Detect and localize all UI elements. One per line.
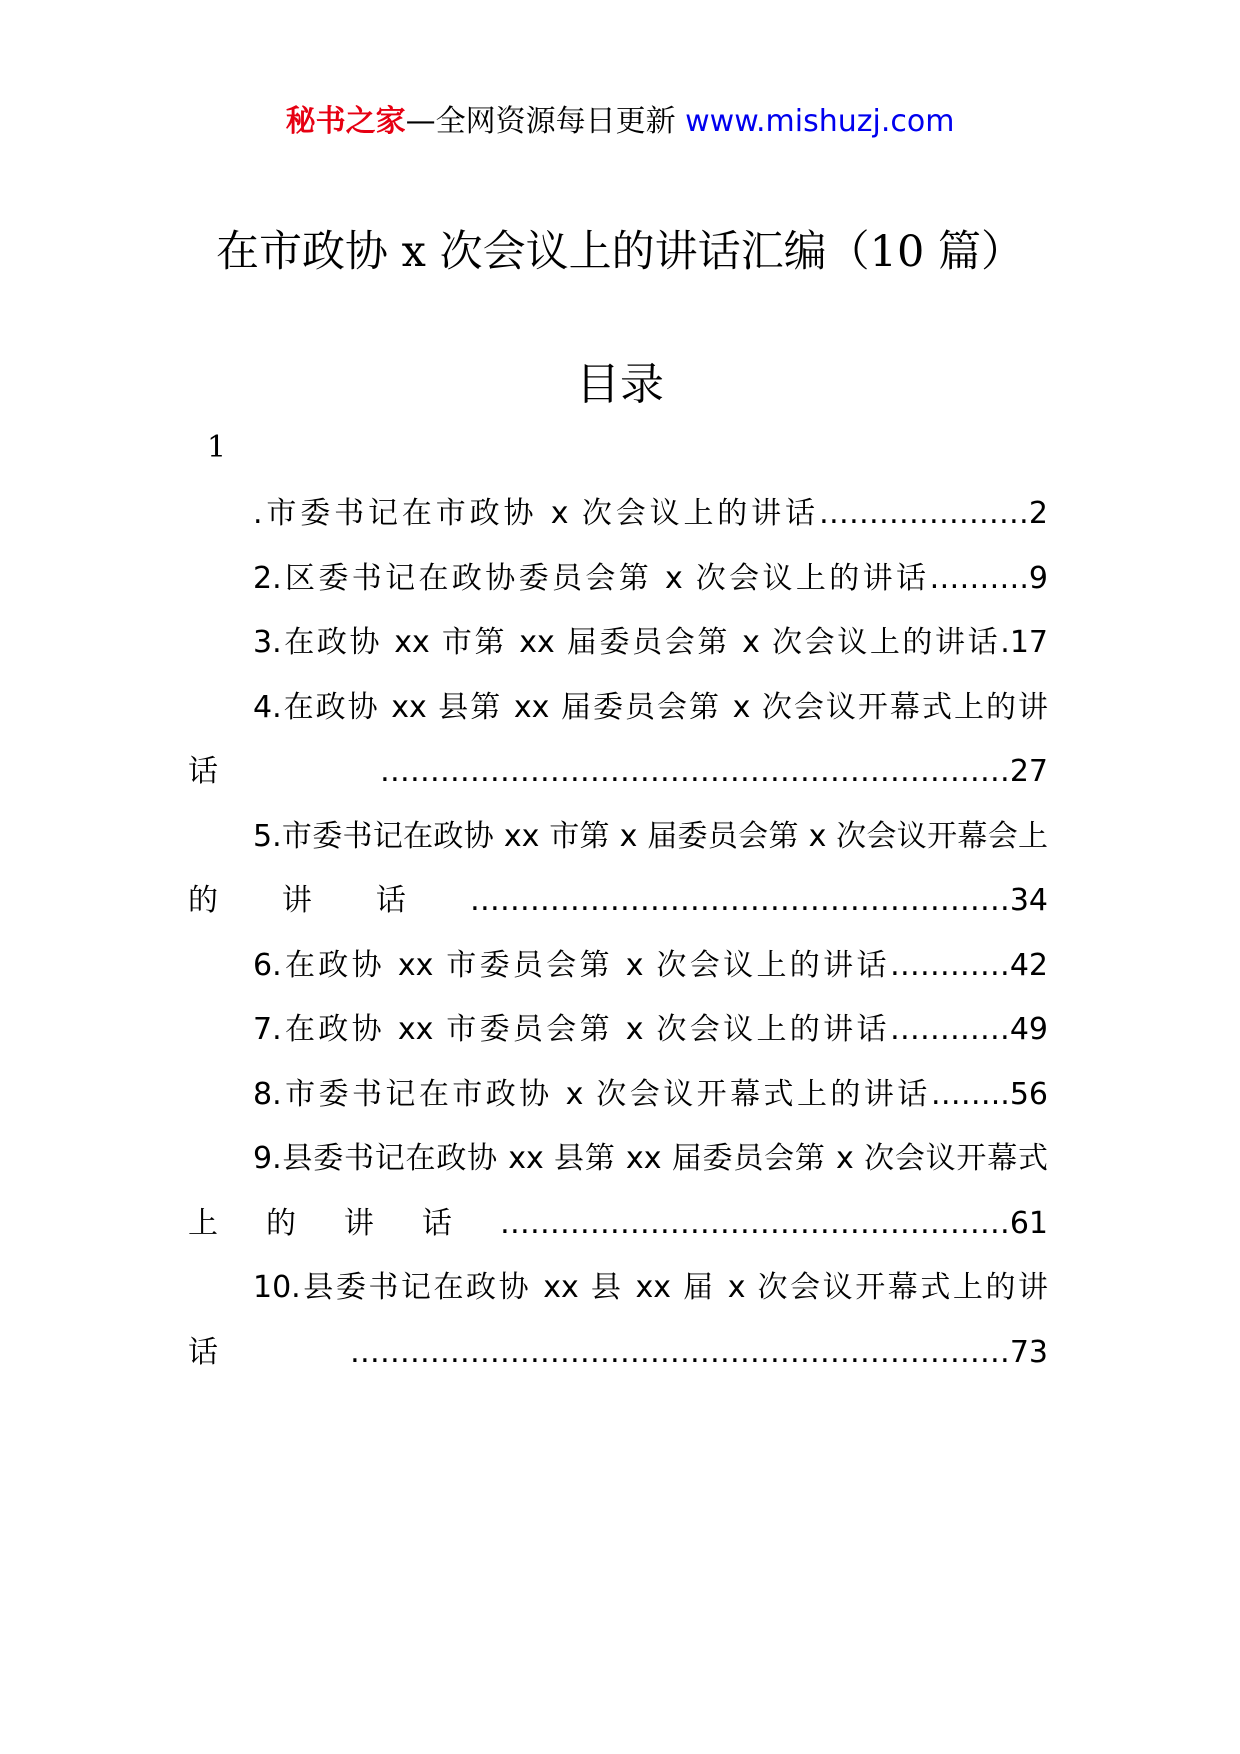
toc-entry-7[interactable] (188, 998, 1048, 1063)
toc-entry-page: 17 (1009, 625, 1048, 660)
toc-heading: 目录 (576, 359, 664, 410)
toc-entry-text: 8.市委书记在市政协 x 次会议开幕式上的讲话 (253, 1076, 931, 1112)
toc-entry-leader: ………… (889, 947, 1010, 983)
toc-entry-text: .市委书记在市政协 x 次会议上的讲话 (253, 496, 819, 531)
toc-entry-text: 5.市委书记在政协 xx 市第 x 届委员会第 x 次会议开幕会上的讲话 (188, 818, 1048, 918)
toc-entry-1[interactable] (188, 482, 1048, 547)
table-of-contents (188, 482, 1048, 1385)
toc-entry-page: 2 (1028, 496, 1048, 531)
toc-entry-page: 49 (1009, 1012, 1048, 1047)
toc-entry-page: 34 (1009, 883, 1048, 918)
brand-name: 秘书之家 (285, 104, 406, 139)
toc-entry-text: 4.在政协 xx 县第 xx 届委员会第 x 次会议开幕式上的讲话 (188, 689, 1048, 789)
toc-entry-text: 10.县委书记在政协 xx 县 xx 届 x 次会议开幕式上的讲话 (188, 1270, 1048, 1370)
toc-entry-5[interactable] (188, 805, 1048, 934)
toc-entry-page: 42 (1009, 947, 1048, 983)
toc-entry-text: 9.县委书记在政协 xx 县第 xx 届委员会第 x 次会议开幕式上的讲话 (188, 1141, 1048, 1241)
toc-entry-leader: ………………… (818, 496, 1029, 531)
toc-entry-text: 6.在政协 xx 市委员会第 x 次会议上的讲话 (253, 947, 890, 983)
toc-entry-leader: …….. (930, 1076, 1010, 1112)
toc-entry-text: 3.在政协 xx 市第 xx 届委员会第 x 次会议上的讲话. (253, 625, 1010, 660)
toc-entry-page: 56 (1009, 1076, 1048, 1112)
toc-entry-page: 9 (1028, 560, 1048, 596)
site-url-link[interactable]: www.mishuzj.com (685, 104, 955, 139)
toc-entry-3[interactable] (188, 611, 1048, 676)
toc-entry-2[interactable] (188, 547, 1048, 612)
header-tagline: —全网资源每日更新 (405, 104, 676, 139)
toc-entry-leader: …………………………………………… (499, 1205, 1010, 1241)
toc-entry-leader: ………………………………………………………… (349, 1334, 1010, 1370)
page-marker: 1 (207, 430, 227, 465)
toc-entry-text: 2.区委书记在政协委员会第 x 次会议上的讲话 (253, 560, 930, 596)
toc-entry-page: 27 (1009, 754, 1048, 789)
toc-entry-6[interactable] (188, 934, 1048, 999)
toc-entry-text: 7.在政协 xx 市委员会第 x 次会议上的讲话 (253, 1012, 890, 1047)
toc-entry-leader: ……………………………………………… (469, 883, 1010, 918)
toc-entry-page: 73 (1009, 1334, 1048, 1370)
site-header (0, 100, 1240, 144)
toc-entry-4[interactable] (188, 676, 1048, 805)
document-title: 在市政协 x 次会议上的讲话汇编（10 篇） (216, 227, 1024, 277)
toc-entry-leader: ………. (929, 560, 1029, 596)
toc-entry-10[interactable] (188, 1256, 1048, 1385)
toc-entry-leader: ………… (889, 1012, 1010, 1047)
toc-entry-leader: ……………………………………………………… (379, 754, 1010, 789)
toc-entry-9[interactable] (188, 1127, 1048, 1256)
toc-entry-8[interactable] (188, 1063, 1048, 1128)
toc-entry-page: 61 (1009, 1205, 1048, 1241)
